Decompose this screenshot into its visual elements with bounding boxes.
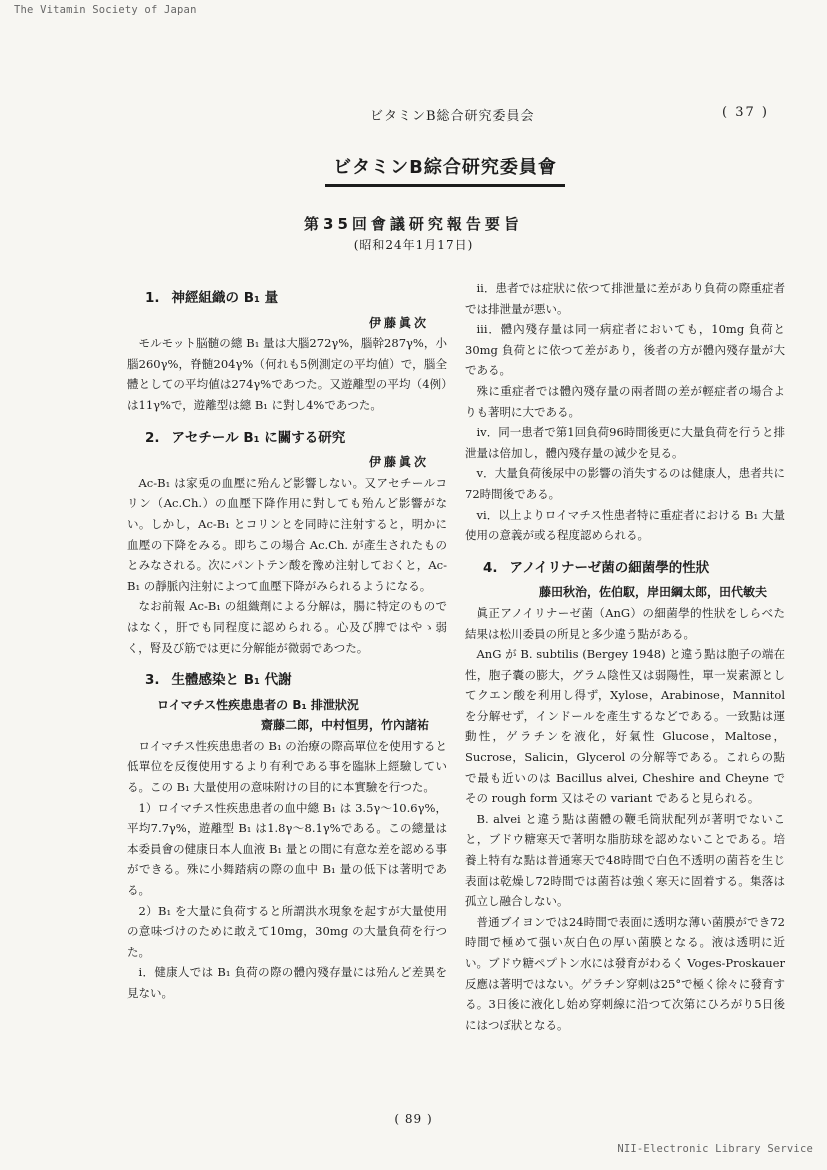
section-title: アセチール B₁ に關する研究 xyxy=(171,429,346,446)
section-4-heading xyxy=(483,558,785,579)
paragraph: vi．以上よりロイマチス性患者特に重症者における B₁ 大量使用の意義が或る程度認められる。 xyxy=(465,507,785,543)
paragraph: iii．體內殘存量は同一病症者においても，10mg 負荷と30mg 負荷とに依つて差があり，後者の方が體內殘存量が大である。 xyxy=(465,322,785,378)
running-header xyxy=(0,103,827,127)
section-3-author: 齋藤二郎，中村恒男，竹內諸祐 xyxy=(260,718,429,733)
section-number: 1. xyxy=(145,290,160,306)
paragraph: 2）B₁ を大量に負荷すると所謂洪水現象を起すが大量使用の意味づけのために敢えて10mg，30mg の大量負荷を行つた。 xyxy=(127,903,447,959)
paragraph: AnG が B. subtilis (Bergey 1948) と違う點は胞子の端在性，胞子囊の膨大，グラム陰性又は弱陽性，單一炭素源としてクエン酸を利用し得ず，Xylose，Arabinose，Mannitol を分解せず，インドールを產生するなどである。一致點は運動性，ゲラチンを液化，好氣性 Glucose，Maltose，Sucrose，Salicin，Glycerol の分解等である。これらの點で最も近いのは Bacillus alvei, Cheshire and Cheyne でその rough form 又はその variant であると見られる。 xyxy=(465,647,785,806)
page-number-bottom: ( 89 ) xyxy=(394,1112,433,1126)
section-number: 4. xyxy=(483,559,498,576)
section-title: アノイリナーゼ菌の細菌學的性狀 xyxy=(509,559,710,576)
paragraph: 眞正アノイリナーゼ菌（AnG）の細菌學的性狀をしらべた結果は松川委員の所見と多少違う點がある。 xyxy=(465,605,785,641)
section-3-heading xyxy=(145,670,447,691)
section-number: 3. xyxy=(145,672,160,689)
main-title: ビタミンB綜合研究委員會 xyxy=(333,157,557,178)
paragraph: v．大量負荷後尿中の影響の消失するのは健康人，患者共に72時間後である。 xyxy=(465,466,785,501)
paragraph: 普通ブイヨンでは24時間で表面に透明な薄い菌膜ができ72時間で極めて强い灰白色の厚い菌膜となる。液は透明に近い。ブドウ糖ペプトン水には發育がわるく Voges-Proskauer 反應は著明ではない。ゲラチン穿刺は25°で極く徐々に發育する。3日後に液化し始め穿刺線に沿つて次第にひろがり5日後にはつぼ狀となる。 xyxy=(465,914,785,1032)
paragraph: モルモット脳髄の總 B₁ 量は大腦272γ%，腦幹287γ%，小腦260γ%，脊髄204γ%（何れも5例測定の平均値）で，腦全體としての平均値は274γ%であつた。又遊離型の平均（4例）は11γ%で，遊離型は總 B₁ に對し4%であつた。 xyxy=(127,336,447,412)
right-column xyxy=(465,278,785,1035)
paragraph: なお前報 Ac-B₁ の組織劑による分解は，腸に特定のものではなく，肝でも同程度に認められる。心及び脾ではやゝ弱く，腎及び筋では更に分解能が微弱であつた。 xyxy=(127,599,447,655)
section-title: 神經組織の B₁ 量 xyxy=(171,290,279,306)
paragraph: B. alvei と違う點は菌體の鞭毛筒狀配列が著明でないこと，ブドウ糖寒天で著明な脂肪球を認めないことである。培養上特有な點は普通寒天で48時間で白色不透明の菌苔を生じ表面は乾燥し72時間では菌苔は強く寒天に固着する。集落は孤立し融合しない。 xyxy=(465,811,785,909)
meeting-title: 第35回會議研究報告要旨 xyxy=(304,215,523,233)
paragraph: ii．患者では症狀に依つて排泄量に差があり負荷の際重症者では排泄量が悪い。 xyxy=(465,281,785,316)
watermark-bottom: NII-Electronic Library Service xyxy=(617,1143,813,1155)
running-title: ビタミンB総合研究委員会 xyxy=(370,109,535,124)
section-4-author: 藤田秋治，佐伯馭，岸田綱太郎，田代敏夫 xyxy=(538,585,767,600)
paragraph: i．健康人では B₁ 負荷の際の體內殘存量には殆んど差異を見ない。 xyxy=(127,965,447,1000)
paragraph: iv．同一患者で第1回負荷96時間後更に大量負荷を行うと排泄量は倍加し，體內殘存量の減少を見る。 xyxy=(465,425,785,460)
main-title-box xyxy=(325,151,565,187)
section-2-author: 伊藤眞次 xyxy=(368,455,429,470)
section-2-heading xyxy=(145,428,447,449)
section-number: 2. xyxy=(145,429,160,446)
section-1-heading xyxy=(145,288,447,309)
meeting-date: (昭和24年1月17日) xyxy=(353,238,474,252)
left-column xyxy=(127,278,447,1004)
section-3-subtitle: ロイマチス性疾患患者の B₁ 排泄狀況 xyxy=(157,697,359,712)
watermark-top: The Vitamin Society of Japan xyxy=(14,4,197,16)
paragraph: Ac-B₁ は家兎の血壓に殆んど影響しない。又アセチールコリン（Ac.Ch.）の血壓下降作用に對しても殆んど影響がない。しかし，Ac-B₁ とコリンとを同時に注射すると，明かに血壓の下降をみる。即ちこの場合 Ac.Ch. が產生されたものとみなされる。次にパントテン酸を豫め注射しておくと，Ac-B₁ の靜脈內注射によつて血壓下降がみられるようになる。 xyxy=(127,475,447,593)
section-title: 生體感染と B₁ 代謝 xyxy=(171,672,292,689)
paragraph: 1）ロイマチス性疾患患者の血中總 B₁ は 3.5γ〜10.6γ%，平均7.7γ%，遊離型 B₁ は1.8γ〜8.1γ%である。この總量は本委員會の健康日本人血液 B₁ 量との間に有意な差を認める事ができる。殊に小舞踏病の際の血中 B₁ 量の低下は著明である。 xyxy=(127,800,447,898)
page-number-top: ( 37 ) xyxy=(722,105,769,120)
paragraph: ロイマチス性疾患患者の B₁ の治療の際高單位を使用すると低單位を反復使用するより有利である事を臨牀上經驗している。この B₁ 大量使用の意味附けの目的に本實驗を行つた。 xyxy=(127,738,447,795)
paragraph: 殊に重症者では體內殘存量の兩者間の差が輕症者の場合よりも著明に大である。 xyxy=(465,383,785,419)
section-1-author: 伊藤眞次 xyxy=(368,315,429,330)
